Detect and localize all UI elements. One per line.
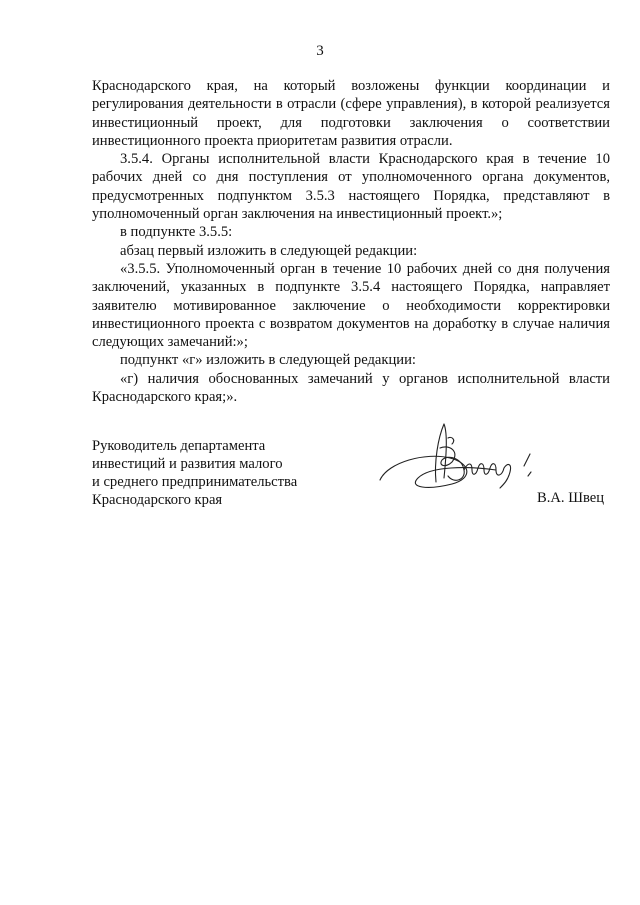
signer-position-line: Краснодарского края	[92, 492, 223, 508]
signer-position-line: инвестиций и развития малого	[92, 456, 283, 472]
signer-position-line: Руководитель департамента	[92, 438, 266, 454]
body-paragraph: 3.5.4. Органы исполнительной власти Краснодарского края в течение 10 рабочих дней со дня поступления от уполномоченного органа документов, предусмотренных подпунктом 3.5.3 настоящего Порядка, представляют в уполномоченный орган заключения на инвестиционный проект.»;	[92, 151, 610, 223]
body-paragraph: в подпункте 3.5.5:	[120, 224, 233, 241]
body-paragraph: Краснодарского края, на который возложены функции координации и регулирования деятельности в отрасли (сфере управления), в которой реализуется инвестиционный проект, для подготовки заключения о соответствии инвестиционного проекта приоритетам развития отрасли.	[92, 78, 610, 149]
signer-name: В.А. Швец	[537, 490, 605, 506]
signer-position-line: и среднего предпринимательства	[92, 474, 298, 490]
page-number: 3	[316, 43, 324, 59]
signer-position	[92, 437, 297, 509]
body-paragraph: подпункт «г» изложить в следующей редакции:	[120, 352, 416, 369]
body-paragraph: абзац первый изложить в следующей редакции:	[120, 242, 418, 259]
handwritten-signature	[378, 418, 548, 514]
body-paragraph: «3.5.5. Уполномоченный орган в течение 10 рабочих дней со дня получения заключений, указанных в подпункте 3.5.4 настоящего Порядка, направляет заявителю мотивированное заключение о необходимости корректировки инвестиционного проекта с возвратом документов на доработку в случае наличия следующих замечаний:»;	[92, 260, 610, 351]
document-body	[92, 77, 610, 406]
body-paragraph: «г) наличия обоснованных замечаний у органов исполнительной власти Краснодарского края;».	[92, 370, 610, 406]
